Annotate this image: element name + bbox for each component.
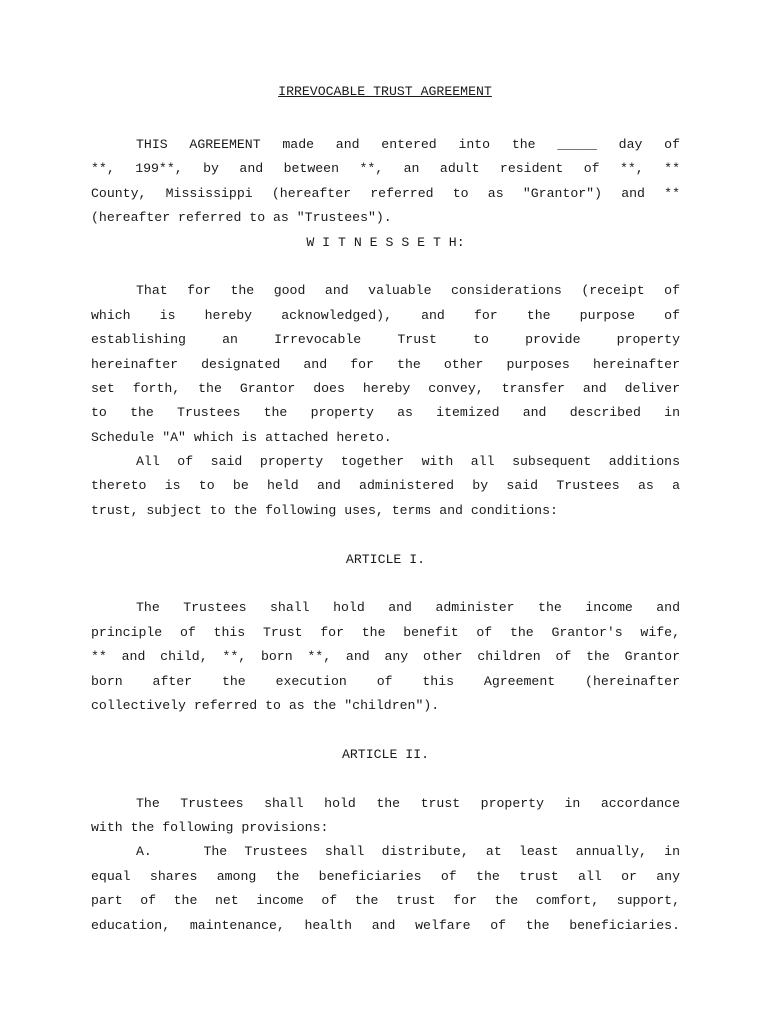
spacer bbox=[91, 523, 680, 547]
witnesseth-heading: W I T N E S S E T H: bbox=[306, 234, 465, 250]
spacer bbox=[91, 255, 680, 279]
recital-line: establishing an Irrevocable Trust to provide property bbox=[91, 332, 680, 348]
spacer bbox=[91, 767, 680, 791]
article-2-a-line: part of the net income of the trust for the comfort, support, bbox=[91, 893, 680, 909]
article-2-line: with the following provisions: bbox=[91, 819, 329, 835]
recital-line: set forth, the Grantor does hereby convey, transfer and deliver bbox=[91, 380, 680, 396]
article-1-heading: ARTICLE I. bbox=[345, 551, 426, 567]
recital-line: thereto is to be held and administered by said Trustees as a bbox=[91, 478, 680, 494]
recital-line: hereinafter designated and for the other purposes hereinafter bbox=[91, 356, 680, 372]
article-1-line: collectively referred to as the "children"). bbox=[91, 697, 440, 713]
article-1-line: The Trustees shall hold and administer the income and bbox=[136, 600, 680, 616]
intro-line: THIS AGREEMENT made and entered into the _____ day of bbox=[136, 137, 680, 152]
article-2-heading: ARTICLE II. bbox=[341, 746, 430, 762]
spacer bbox=[91, 572, 680, 596]
intro-line: (hereafter referred to as "Trustees"). bbox=[91, 210, 392, 226]
article-1-line: born after the execution of this Agreement (hereinafter bbox=[91, 673, 680, 689]
intro-line: **, 199**, by and between **, an adult resident of **, ** bbox=[91, 161, 680, 177]
article-2-a-line: education, maintenance, health and welfare of the beneficiaries. bbox=[91, 917, 680, 933]
article-2-a-line: equal shares among the beneficiaries of the trust all or any bbox=[91, 868, 680, 884]
recital-line: Schedule "A" which is attached hereto. bbox=[91, 429, 392, 445]
document-title: IRREVOCABLE TRUST AGREEMENT bbox=[278, 84, 492, 99]
article-2-line: The Trustees shall hold the trust property in accordance bbox=[136, 795, 680, 811]
article-1-line: ** and child, **, born **, and any other children of the Grantor bbox=[91, 649, 680, 665]
recital-line: That for the good and valuable considerations (receipt of bbox=[136, 283, 680, 299]
spacer bbox=[91, 718, 680, 742]
recital-line: trust, subject to the following uses, terms and conditions: bbox=[91, 502, 558, 518]
recital-line: which is hereby acknowledged), and for the purpose of bbox=[91, 307, 680, 323]
intro-line: County, Mississippi (hereafter referred to as "Grantor") and ** bbox=[91, 185, 680, 201]
article-1-line: principle of this Trust for the benefit of the Grantor's wife, bbox=[91, 624, 680, 640]
document-body bbox=[91, 133, 680, 938]
recital-line: to the Trustees the property as itemized and described in bbox=[91, 405, 680, 421]
recital-line: All of said property together with all subsequent additions bbox=[136, 454, 680, 470]
article-2-a-line: A. The Trustees shall distribute, at least annually, in bbox=[136, 844, 680, 860]
